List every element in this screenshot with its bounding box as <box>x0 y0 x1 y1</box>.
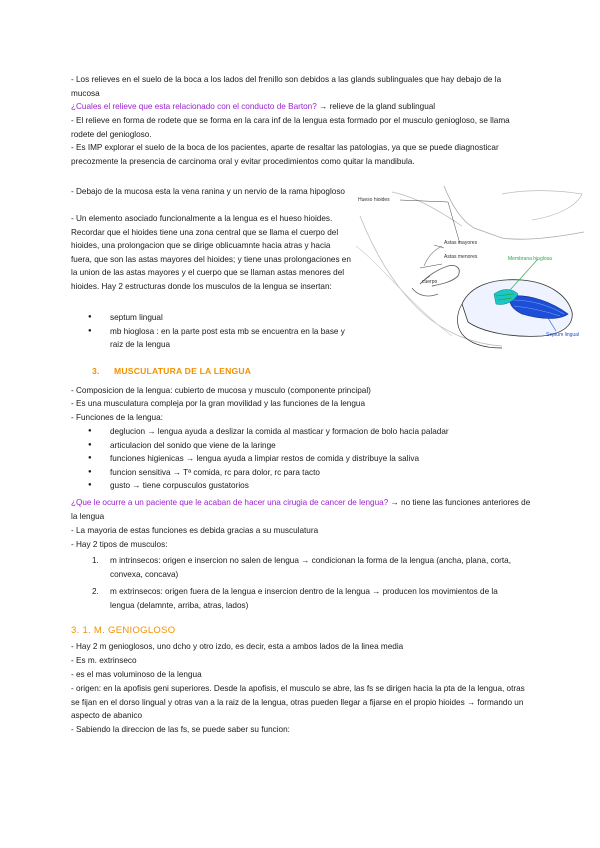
insertion-list <box>88 311 350 352</box>
paragraph-compleja: - Es una musculatura compleja por la gran movilidad y las funciones de la lengua <box>71 399 366 408</box>
paragraph-voluminoso: - es el mas voluminoso de la lengua <box>71 670 202 679</box>
list-number: 1. <box>92 556 99 565</box>
list-item: ● deglucion → lengua ayuda a deslizar la comida al masticar y formacion de bolo hacia paladar <box>88 425 528 439</box>
paragraph-tipos: - Hay 2 tipos de musculos: <box>71 540 168 549</box>
list-text: m extrinsecos: origen fuera de la lengua e insercion dentro de la lengua → producen los movimientos de la lengua (delamnte, arriba, atras, lados) <box>110 587 498 610</box>
subsection-heading-geniogloso: 3. 1. M. GENIOGLOSO <box>71 625 176 636</box>
paragraph-relieves: - Los relieves en el suelo de la boca a los lados del frenillo son debidos a las glands sublinguales que hay debajo de la mucosa <box>71 75 502 98</box>
list-item: ● funciones higienicas → lengua ayuda a limpiar restos de comida y distribuye la saliva <box>88 452 528 466</box>
section-heading-musculatura <box>92 366 251 376</box>
section-number: 3. <box>92 366 100 376</box>
paragraph-funciones: - Funciones de la lengua: <box>71 413 163 422</box>
label-cuerpo: cuerpo <box>422 279 438 285</box>
list-text: m intrinsecos: origen e insercion no salen de lengua → condicionan la forma de la lengua (ancha, plana, corta, convexa, concava) <box>110 556 511 579</box>
list-item: ● mb hioglosa : en la parte post esta mb se encuentra en la base y raiz de la lengua <box>88 325 350 352</box>
paragraph-explorar: - Es IMP explorar el suelo de la boca de los pacientes, aparte de resaltar las patologias, ya que se puede diagnosticar precozmente la presencia de carcinoma oral y evitar procedimientos como quitar la mandibula. <box>71 143 499 166</box>
paragraph-genioglosos: - Hay 2 m genioglosos, uno dcho y otro izdo, es decir, esta a ambos lados de la linea media <box>71 642 404 651</box>
list-item <box>92 554 522 581</box>
list-item <box>92 585 522 612</box>
list-item: ● funcion sensitiva → Tª comida, rc para dolor, rc para tacto <box>88 466 528 480</box>
list-number: 2. <box>92 587 99 596</box>
muscle-types-list <box>92 554 522 612</box>
label-astas-mayores: Astas mayores <box>444 240 478 246</box>
hyoid-figure <box>352 186 588 354</box>
question-text: ¿Cuales el relieve que esta relacionado con el conducto de Barton? <box>71 102 317 111</box>
functions-list <box>88 425 528 493</box>
paragraph-origen: - origen: en la apofisis geni superiores. Desde la apofisis, el musculo se abre, las fs se dirigen hacia la pta de la lengua, otras se fijan en el dorso lingual y otras van a la raiz de la lengua, otras pueden llegar a fijarse en el propio hioides → formando un aspecto de abanico <box>71 684 525 720</box>
question-cirugia <box>71 496 531 523</box>
hyoid-illustration <box>352 186 588 354</box>
question-barton <box>71 100 531 114</box>
answer-text: → no tiene las funciones anteriores de la lengua <box>71 498 531 521</box>
question-text: ¿Que le ocurre a un paciente que le acaban de hacer una cirugia de cancer de lengua? <box>71 498 389 507</box>
paragraph-mayoria: - La mayoria de estas funciones es debida gracias a su musculatura <box>71 526 319 535</box>
label-hueso-hioides: Hueso hioides <box>358 197 390 203</box>
paragraph-extrinseco: - Es m. extrinseco <box>71 656 137 665</box>
answer-text: → relieve de la gland sublingual <box>319 102 436 111</box>
paragraph-rodete: - El relieve en forma de rodete que se forma en la cara inf de la lengua esta formado por el musculo geniogloso, se llama rodete del geniogloso. <box>71 116 510 139</box>
paragraph-hioides: - Un elemento asociado funcionalmente a la lengua es el hueso hioides. Recordar que el hioides tiene una zona central que se llama el cuerpo del hioides, una prolongacion que se dirige oblicuamnte hacia atras y hacia fuera, que son las astas mayores del hioides; y tiene unas prolongaciones en la union de las astas mayores y el cuerpo que se llaman astas menores del hioides. Hay 2 estructuras donde los musculos de la lengua se insertan: <box>71 214 351 291</box>
paragraph-direccion: - Sabiendo la direccion de las fs, se puede saber su funcion: <box>71 725 290 734</box>
section-title: MUSCULATURA DE LA LENGUA <box>114 366 252 376</box>
list-item: ● gusto → tiene corpusculos gustatorios <box>88 479 528 493</box>
label-astas-menores: Astas menores <box>444 254 478 260</box>
list-item: ● articulacion del sonido que viene de la laringe <box>88 439 528 453</box>
label-septum-lingual: Septum lingual <box>546 332 580 338</box>
paragraph-vena-ranina: - Debajo de la mucosa esta la vena ranina y un nervio de la rama hipogloso <box>71 187 345 196</box>
paragraph-composicion: - Composicion de la lengua: cubierto de mucosa y musculo (componente principal) <box>71 386 371 395</box>
list-item: ● septum lingual <box>88 311 350 325</box>
label-membrana-hioglosa: Membrana hioglosa <box>508 256 552 262</box>
